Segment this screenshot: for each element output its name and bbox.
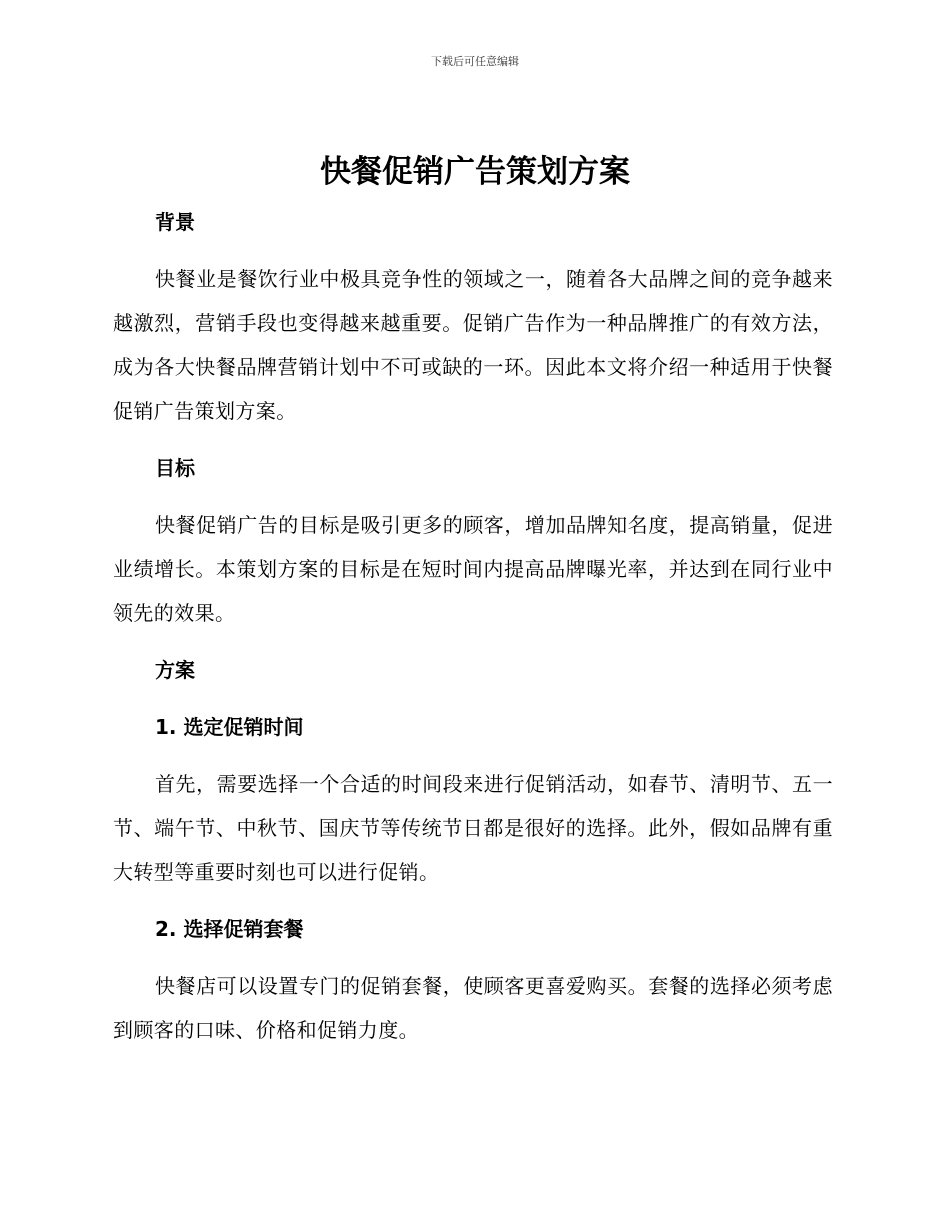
paragraph-step1: 首先，需要选择一个合适的时间段来进行促销活动，如春节、清明节、五一节、端午节、中秋节、国庆节等传统节日都是很好的选择。此外，假如品牌有重大转型等重要时刻也可以进行促销。 <box>113 772 833 884</box>
section-heading-plan: 方案 <box>155 658 195 682</box>
subsection-heading-step1: 1. 选定促销时间 <box>155 715 304 739</box>
paragraph-background: 快餐业是餐饮行业中极具竞争性的领域之一，随着各大品牌之间的竞争越来越激烈，营销手段也变得越来越重要。促销广告作为一种品牌推广的有效方法，成为各大快餐品牌营销计划中不可或缺的一环。因此本文将介绍一种适用于快餐促销广告策划方案。 <box>113 267 833 423</box>
document-body <box>113 200 833 1052</box>
section-heading-background: 背景 <box>155 210 195 234</box>
page-header-note: 下载后可任意编辑 <box>431 55 519 68</box>
paragraph-goal: 快餐促销广告的目标是吸引更多的顾客，增加品牌知名度，提高销量，促进业绩增长。本策划方案的目标是在短时间内提高品牌曝光率，并达到在同行业中领先的效果。 <box>113 513 833 625</box>
document-title: 快餐促销广告策划方案 <box>320 154 630 190</box>
subsection-heading-step2: 2. 选择促销套餐 <box>155 917 304 941</box>
section-heading-goal: 目标 <box>155 456 195 480</box>
paragraph-step2: 快餐店可以设置专门的促销套餐，使顾客更喜爱购买。套餐的选择必须考虑到顾客的口味、价格和促销力度。 <box>113 974 833 1042</box>
